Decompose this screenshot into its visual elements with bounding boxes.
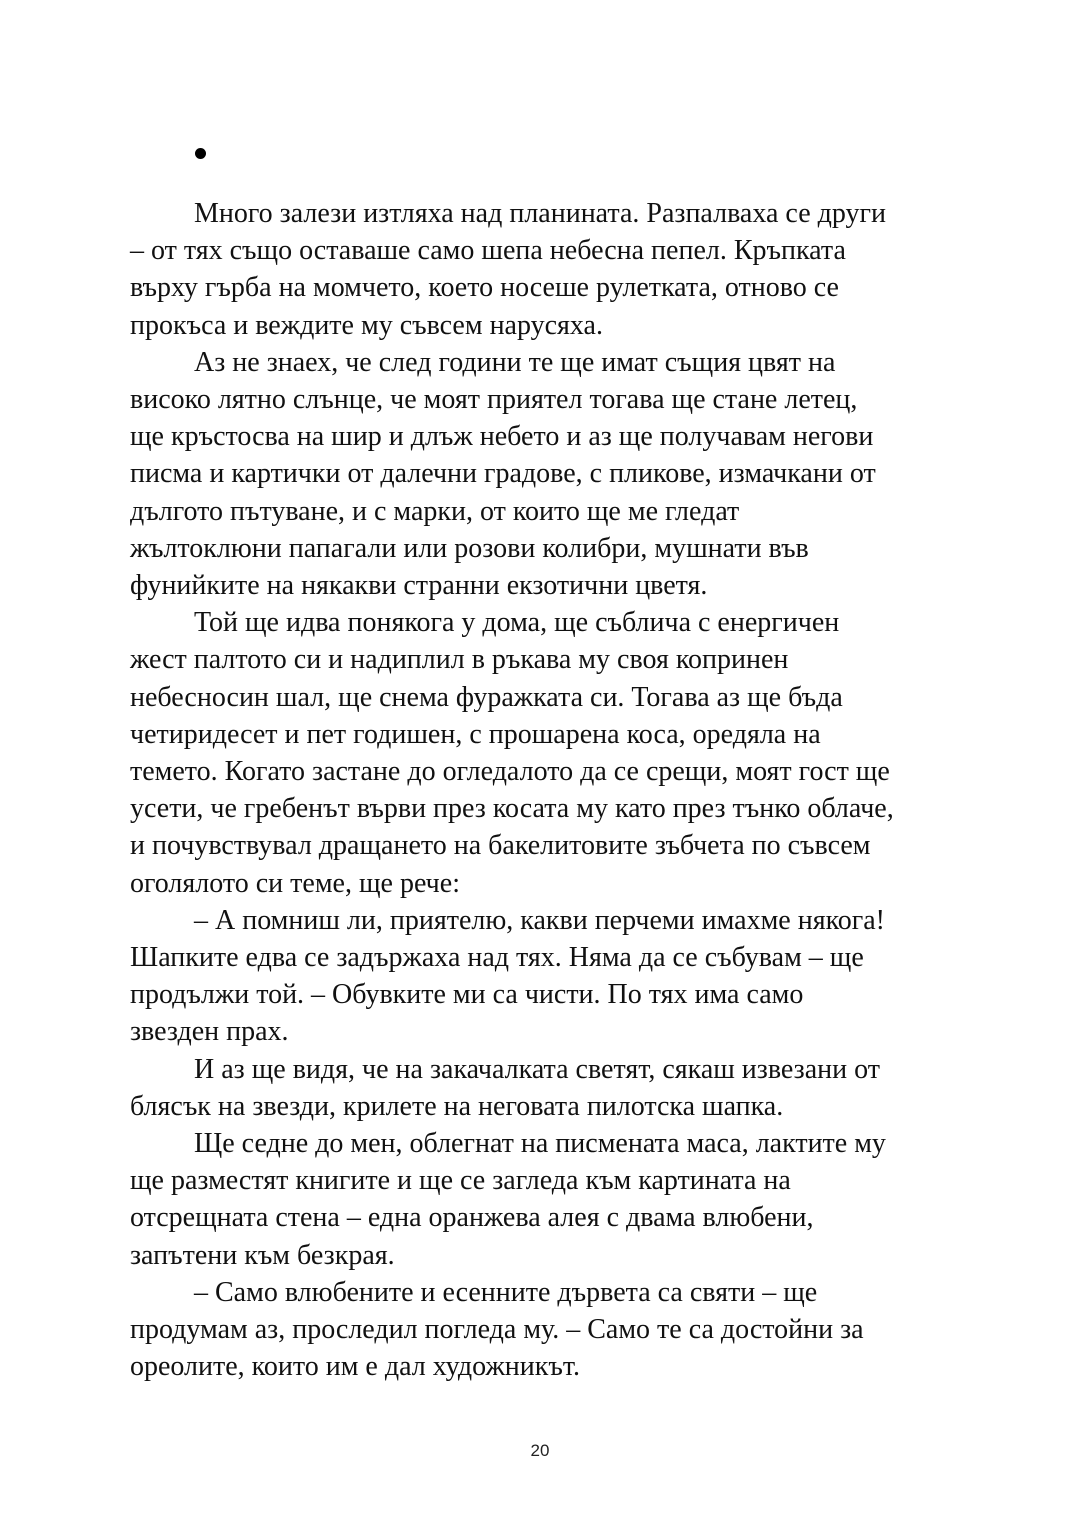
paragraph <box>130 1125 962 1274</box>
bullet-marker <box>195 148 206 159</box>
text-line: – от тях също оставаше само шепа небесна пепел. Кръпката <box>130 235 846 267</box>
text-line: отсрещната стена – една оранжева алея с двама влюбени, <box>130 1202 814 1234</box>
paragraph <box>130 344 962 604</box>
text-line: И аз ще видя, че на закачалката светят, сякаш извезани от <box>194 1053 880 1085</box>
text-line: блясък на звезди, крилете на неговата пилотска шапка. <box>130 1090 784 1122</box>
text-line: писма и картички от далечни градове, с пликове, измачкани от <box>130 458 876 490</box>
text-line: прокъса и веждите му съвсем нарусяха. <box>130 309 603 341</box>
text-line: високо лятно слънце, че моят приятел тогава ще стане летец, <box>130 384 858 416</box>
text-line: Шапките едва се задържаха над тях. Няма да се събувам – ще <box>130 942 864 974</box>
text-line: Аз не знаех, че след години те ще имат същия цвят на <box>194 346 836 378</box>
text-line: жест палтото си и надиплил в ръкава му своя копринен <box>130 644 789 676</box>
paragraph <box>130 1051 962 1125</box>
text-line: Той ще идва понякога у дома, ще съблича с енергичен <box>194 607 840 639</box>
paragraph <box>130 195 962 344</box>
text-line: запътени към безкрая. <box>130 1239 395 1271</box>
paragraph <box>130 902 962 1051</box>
text-line: – Само влюбените и есенните дървета са святи – ще <box>194 1276 818 1308</box>
text-line: фунийките на някакви странни екзотични цветя. <box>130 570 708 602</box>
text-line: и почувствувал дращането на бакелитовите зъбчета по съвсем <box>130 830 871 862</box>
text-line: продължи той. – Обувките ми са чисти. По тях има само <box>130 979 804 1011</box>
text-line: продумам аз, проследил погледа му. – Само те са достойни за <box>130 1314 864 1346</box>
text-line: жълтоклюни папагали или розови колибри, мушнати във <box>130 532 809 564</box>
text-line: – А помниш ли, приятелю, какви перчеми имахме някога! <box>194 904 885 936</box>
text-line: небесносин шал, ще снема фуражката си. Тогава аз ще бъда <box>130 681 843 713</box>
text-line: Много залези изтляха над планината. Разпалваха се други <box>194 198 886 229</box>
text-line: ореолите, които им е дал художникът. <box>130 1351 580 1383</box>
paragraph <box>130 604 962 902</box>
text-line: дългото пътуване, и с марки, от които ще ме гледат <box>130 495 740 527</box>
page-number: 20 <box>530 1441 550 1460</box>
text-line: Ще седне до мен, облегнат на писмената маса, лактите му <box>194 1128 886 1160</box>
text-line: четиридесет и пет годишен, с прошарена коса, оредяла на <box>130 718 821 750</box>
paragraph <box>130 1274 962 1386</box>
text-line: ще кръстосва на шир и длъж небето и аз ще получавам негови <box>130 421 874 453</box>
text-line: върху гърба на момчето, което носеше рулетката, отново се <box>130 272 839 304</box>
text-line: оголялото си теме, ще рече: <box>130 867 460 899</box>
text-line: ще разместят книгите и ще се загледа към картината на <box>130 1165 791 1197</box>
text-line: темето. Когато застане до огледалото да се срещи, моят гост ще <box>130 756 890 788</box>
body-text <box>130 195 962 1386</box>
text-line: усети, че гребенът върви през косата му като през тънко облаче, <box>130 793 894 825</box>
text-line: звезден прах. <box>130 1016 289 1048</box>
